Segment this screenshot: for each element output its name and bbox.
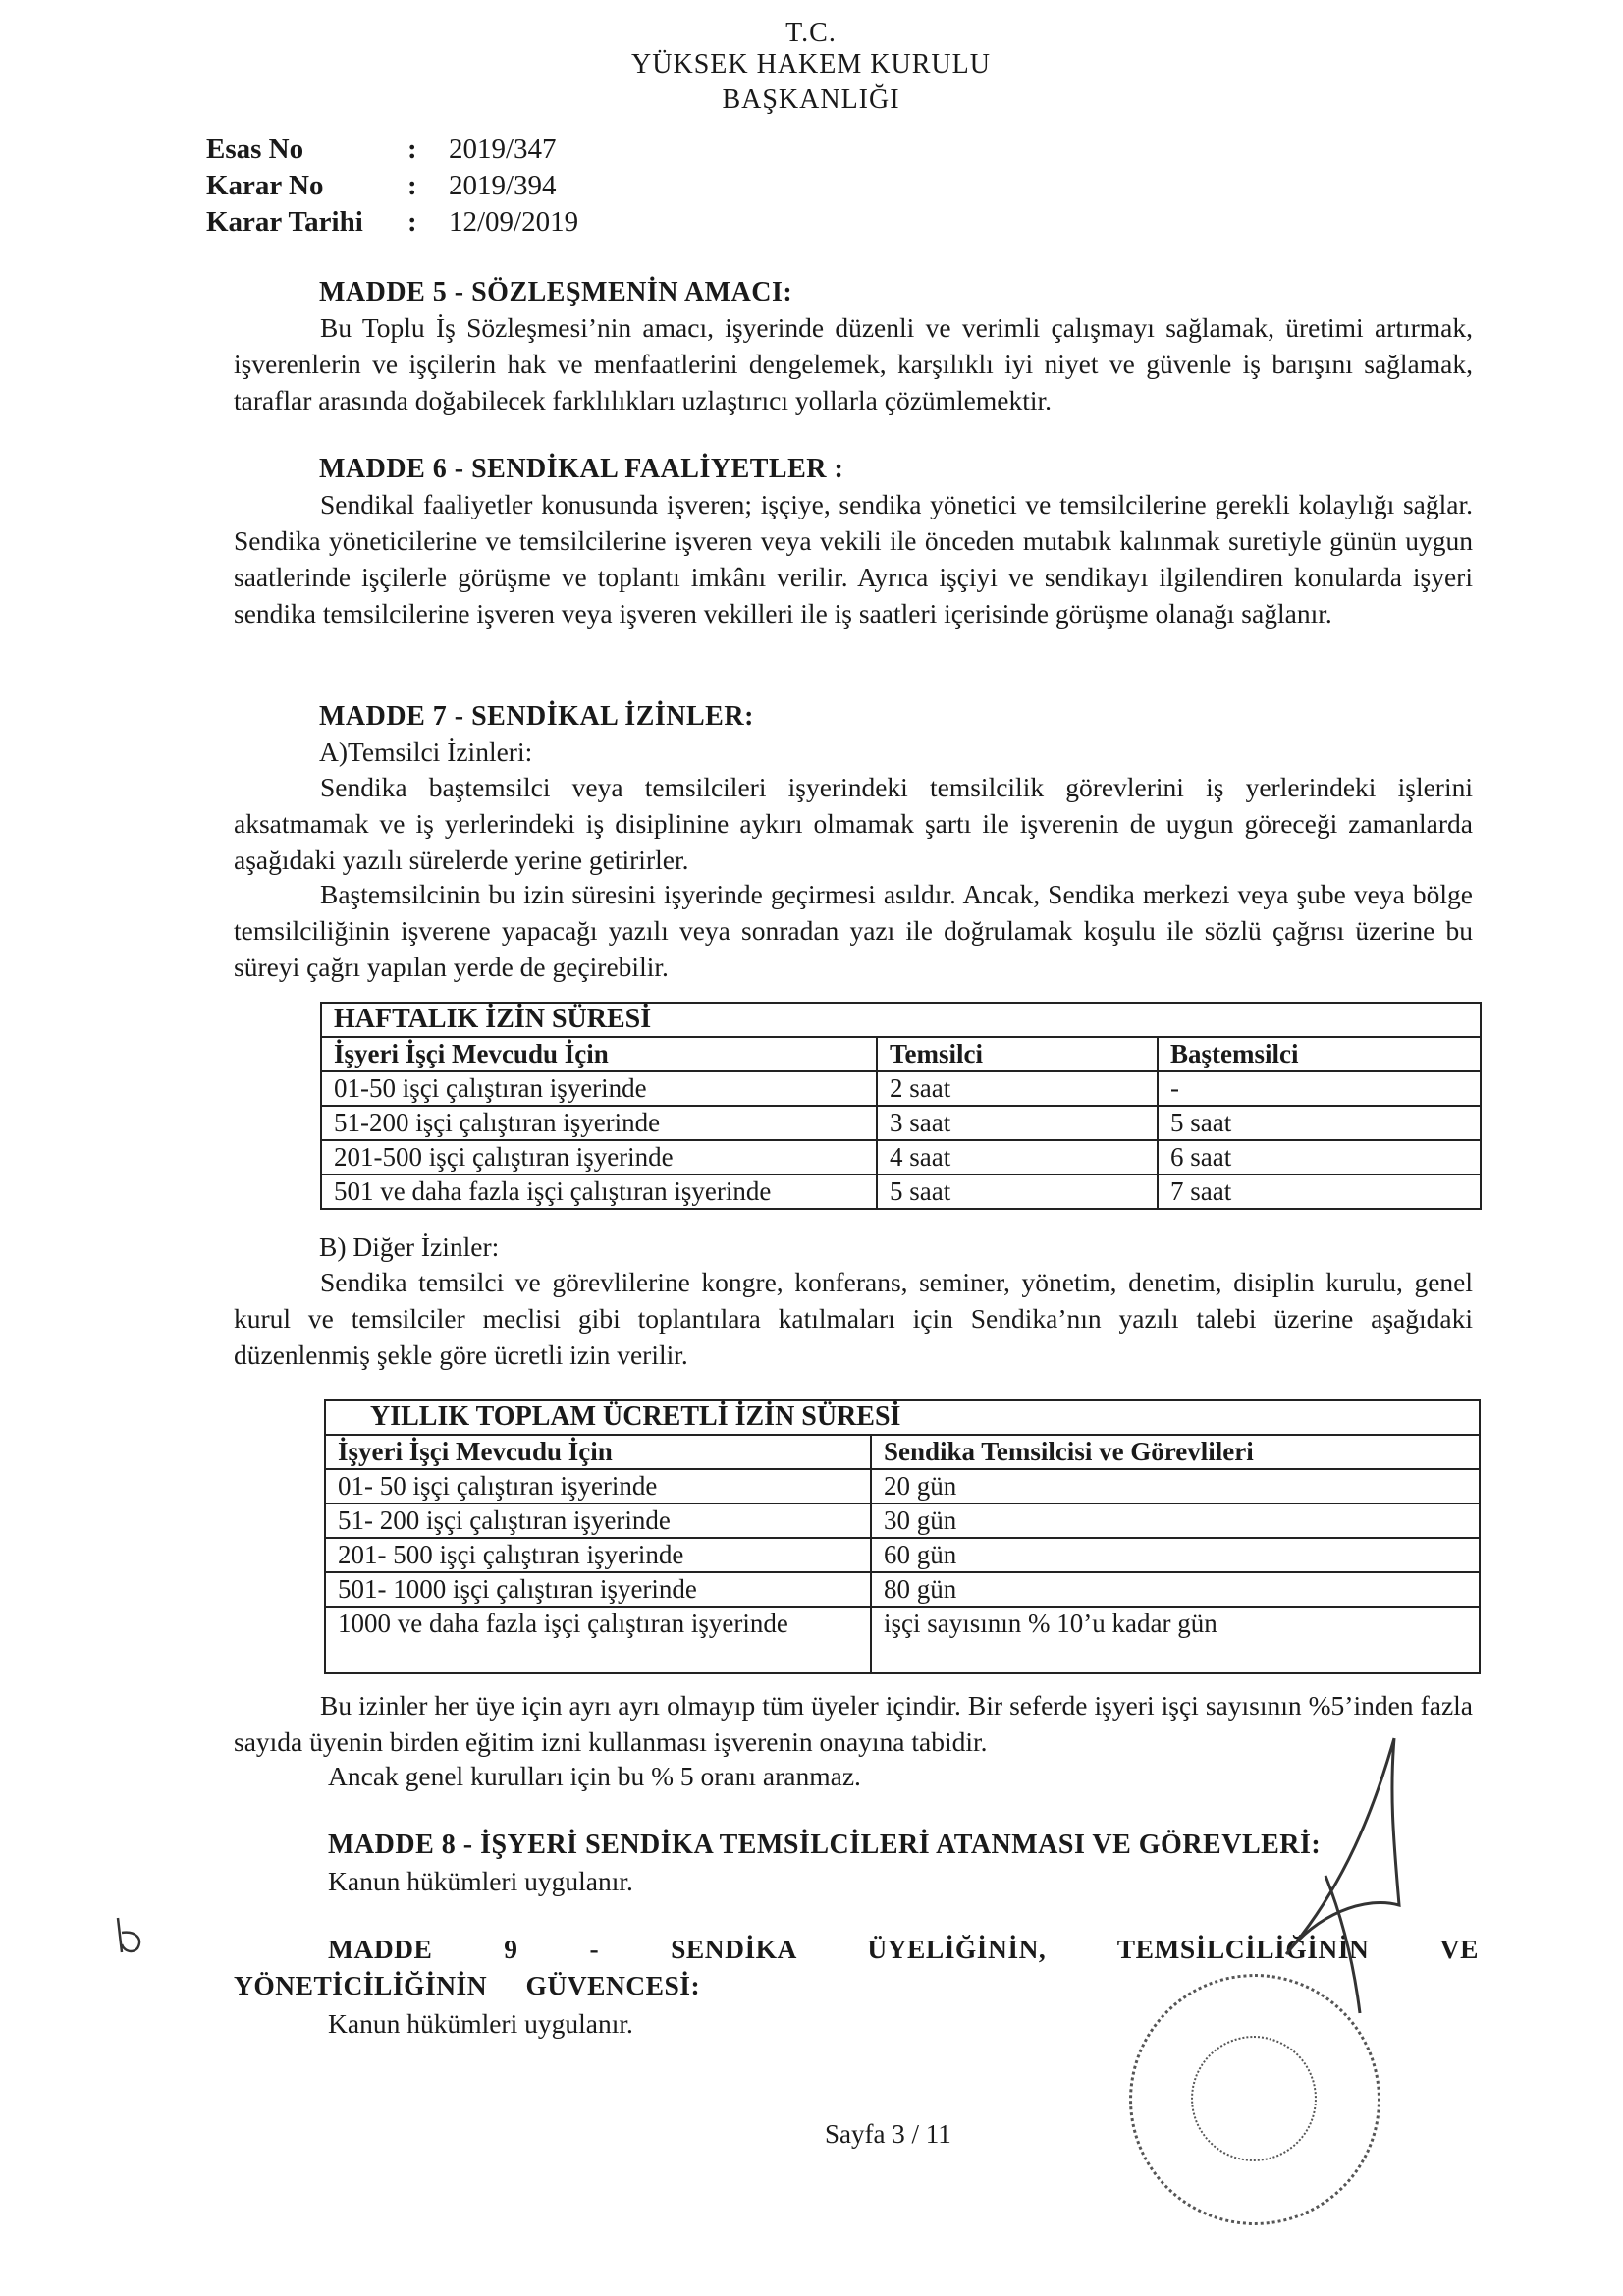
yillik-izin-table <box>324 1399 1481 1674</box>
meta-colon: : <box>407 170 417 201</box>
table-cell: 01- 50 işçi çalıştıran işyerinde <box>325 1469 871 1503</box>
meta-colon: : <box>407 134 417 165</box>
header-department: BAŞKANLIĞI <box>722 84 900 115</box>
meta-row-esas <box>206 132 578 168</box>
table-cell: 7 saat <box>1158 1175 1481 1209</box>
page-number: Sayfa 3 / 11 <box>825 2119 951 2149</box>
table-cell: 2 saat <box>877 1071 1158 1106</box>
madde7-p5: Ancak genel kurulları için bu % 5 oranı aranmaz. <box>328 1761 861 1791</box>
table-cell: 60 gün <box>871 1538 1480 1572</box>
table-cell: 5 saat <box>877 1175 1158 1209</box>
table-header-row <box>325 1435 1480 1469</box>
table-row <box>325 1572 1480 1607</box>
table-cell: 20 gün <box>871 1469 1480 1503</box>
table-row <box>325 1503 1480 1538</box>
madde6-title: MADDE 6 - SENDİKAL FAALİYETLER : <box>319 454 844 484</box>
meta-value: 12/09/2019 <box>449 206 579 238</box>
initial-mark <box>108 1913 157 1962</box>
madde7-title: MADDE 7 - SENDİKAL İZİNLER: <box>319 701 754 732</box>
madde9-title-text: MADDE 9 - SENDİKA ÜYELİĞİNİN, TEMSİLCİLİĞİNİN VE YÖNETİCİLİĞİNİN GÜVENCESİ: <box>234 1934 1479 2000</box>
table-cell: 6 saat <box>1158 1140 1481 1175</box>
table-cell: işçi sayısının % 10’u kadar gün <box>871 1607 1480 1673</box>
meta-row-karar <box>206 168 578 204</box>
header-institution: YÜKSEK HAKEM KURULU <box>631 49 991 80</box>
table-row <box>321 1140 1481 1175</box>
table-cell: 501- 1000 işçi çalıştıran işyerinde <box>325 1572 871 1607</box>
madde7-sub-b: B) Diğer İzinler: <box>319 1231 500 1262</box>
madde5-body: Bu Toplu İş Sözleşmesi’nin amacı, işyerinde düzenli ve verimli çalışmayı sağlamak, üretimi artırmak, işverenlerin ve işçilerin hak ve menfaatlerini dengelemek, karşılıklı iyi niyet ve güvenle iş barışını sağlamak, taraflar arasında doğabilecek farklılıkları uzlaştırıcı yollarla çözümlemektir. <box>234 312 1473 415</box>
table-cell: 5 saat <box>1158 1106 1481 1140</box>
table-title-row <box>321 1003 1481 1037</box>
table-cell: 201-500 işçi çalıştıran işyerinde <box>321 1140 877 1175</box>
table-cell: 51- 200 işçi çalıştıran işyerinde <box>325 1503 871 1538</box>
madde7-p3 <box>234 1264 1473 1373</box>
column-header: Baştemsilci <box>1158 1037 1481 1071</box>
meta-key: Esas No <box>206 134 304 165</box>
table-cell: 1000 ve daha fazla işçi çalıştıran işyerinde <box>325 1607 871 1673</box>
column-header: Temsilci <box>877 1037 1158 1071</box>
madde6-text <box>234 486 1473 631</box>
table-cell: 201- 500 işçi çalıştıran işyerinde <box>325 1538 871 1572</box>
meta-key: Karar Tarihi <box>206 206 363 238</box>
madde7-p2 <box>234 876 1473 985</box>
meta-colon: : <box>407 206 417 238</box>
table-row <box>321 1071 1481 1106</box>
stamp-inner-ring <box>1191 2036 1317 2161</box>
column-header: İşyeri İşçi Mevcudu İçin <box>321 1037 877 1071</box>
madde8-text: Kanun hükümleri uygulanır. <box>328 1866 633 1896</box>
madde8-title: MADDE 8 - İŞYERİ SENDİKA TEMSİLCİLERİ ATANMASI VE GÖREVLERİ: <box>328 1830 1322 1860</box>
madde7-p1-body: Sendika baştemsilci veya temsilcileri işyerindeki temsilcilik görevlerini iş yerlerindeki işlerini aksatmamak ve iş yerlerindeki iş disiplinine aykırı olmamak şartı ile işverenin de uygun göreceği zamanlarda aşağıdaki yazılı sürelerde yerine getirirler. <box>234 772 1473 875</box>
meta-value: 2019/394 <box>449 170 557 201</box>
madde6-body: Sendikal faaliyetler konusunda işveren; işçiye, sendika yönetici ve temsilcilerine gerekli kolaylığı sağlar. Sendika yöneticilerine ve temsilcilerine işveren veya vekili ile önceden mutabık kalınmak suretiyle günün uygun saatlerinde işçilerle görüşme ve toplantı imkânı verilir. Ayrıca işçiyi ve sendikayı ilgilendiren konularda işyeri sendika temsilcilerine işveren veya işveren vekilleri ile iş saatleri içerisinde görüşme olanağı sağlanır. <box>234 489 1473 629</box>
table-cell: 51-200 işçi çalıştıran işyerinde <box>321 1106 877 1140</box>
madde9-text: Kanun hükümleri uygulanır. <box>328 2008 633 2039</box>
table-cell: 4 saat <box>877 1140 1158 1175</box>
table-cell: - <box>1158 1071 1481 1106</box>
madde7-p1 <box>234 769 1473 878</box>
meta-row-tarih <box>206 204 578 241</box>
meta-key: Karar No <box>206 170 324 201</box>
madde7-p2-body: Baştemsilcinin bu izin süresini işyerinde geçirmesi asıldır. Ancak, Sendika merkezi veya şube veya bölge temsilciliğinin işverene yapacağı yazılı veya sonradan yazı ile doğrulamak koşulu ile sözlü çağrısı üzerine bu süreyi çağrı yapılan yerde de geçirebilir. <box>234 879 1473 982</box>
table-row <box>321 1106 1481 1140</box>
haftalik-izin-table <box>320 1002 1482 1210</box>
column-header: Sendika Temsilcisi ve Görevlileri <box>871 1435 1480 1469</box>
table-cell: 30 gün <box>871 1503 1480 1538</box>
table-row <box>325 1607 1480 1673</box>
madde7-p3-body: Sendika temsilci ve görevlilerine kongre, konferans, seminer, yönetim, denetim, disiplin kurulu, genel kurul ve temsilciler meclisi gibi toplantılara katılmaları için Sendika’nın yazılı talebi üzerine aşağıdaki düzenlenmiş şekle göre ücretli izin verilir. <box>234 1267 1473 1370</box>
madde5-title: MADDE 5 - SÖZLEŞMENİN AMACI: <box>319 277 793 307</box>
official-stamp <box>1129 1974 1380 2225</box>
table-row <box>325 1469 1480 1503</box>
meta-value: 2019/347 <box>449 134 557 165</box>
column-header: İşyeri İşçi Mevcudu İçin <box>325 1435 871 1469</box>
table-title: HAFTALIK İZİN SÜRESİ <box>321 1003 1481 1037</box>
table-cell: 80 gün <box>871 1572 1480 1607</box>
table-row <box>325 1538 1480 1572</box>
table-cell: 01-50 işçi çalıştıran işyerinde <box>321 1071 877 1106</box>
table-header-row <box>321 1037 1481 1071</box>
table-cell: 501 ve daha fazla işçi çalıştıran işyerinde <box>321 1175 877 1209</box>
table-row <box>321 1175 1481 1209</box>
header-tc: T.C. <box>785 18 837 48</box>
case-meta <box>206 132 578 241</box>
madde5-text <box>234 309 1473 418</box>
table-cell: 3 saat <box>877 1106 1158 1140</box>
madde7-p4-body: Bu izinler her üye için ayrı ayrı olmayıp tüm üyeler içindir. Bir seferde işyeri işçi sayısının %5’inden fazla sayıda üyenin birden eğitim izni kullanması işverenin onayına tabidir. <box>234 1690 1473 1757</box>
madde7-sub-a: A)Temsilci İzinleri: <box>319 737 533 767</box>
table-title: YILLIK TOPLAM ÜCRETLİ İZİN SÜRESİ <box>325 1400 1480 1435</box>
table-title-row <box>325 1400 1480 1435</box>
